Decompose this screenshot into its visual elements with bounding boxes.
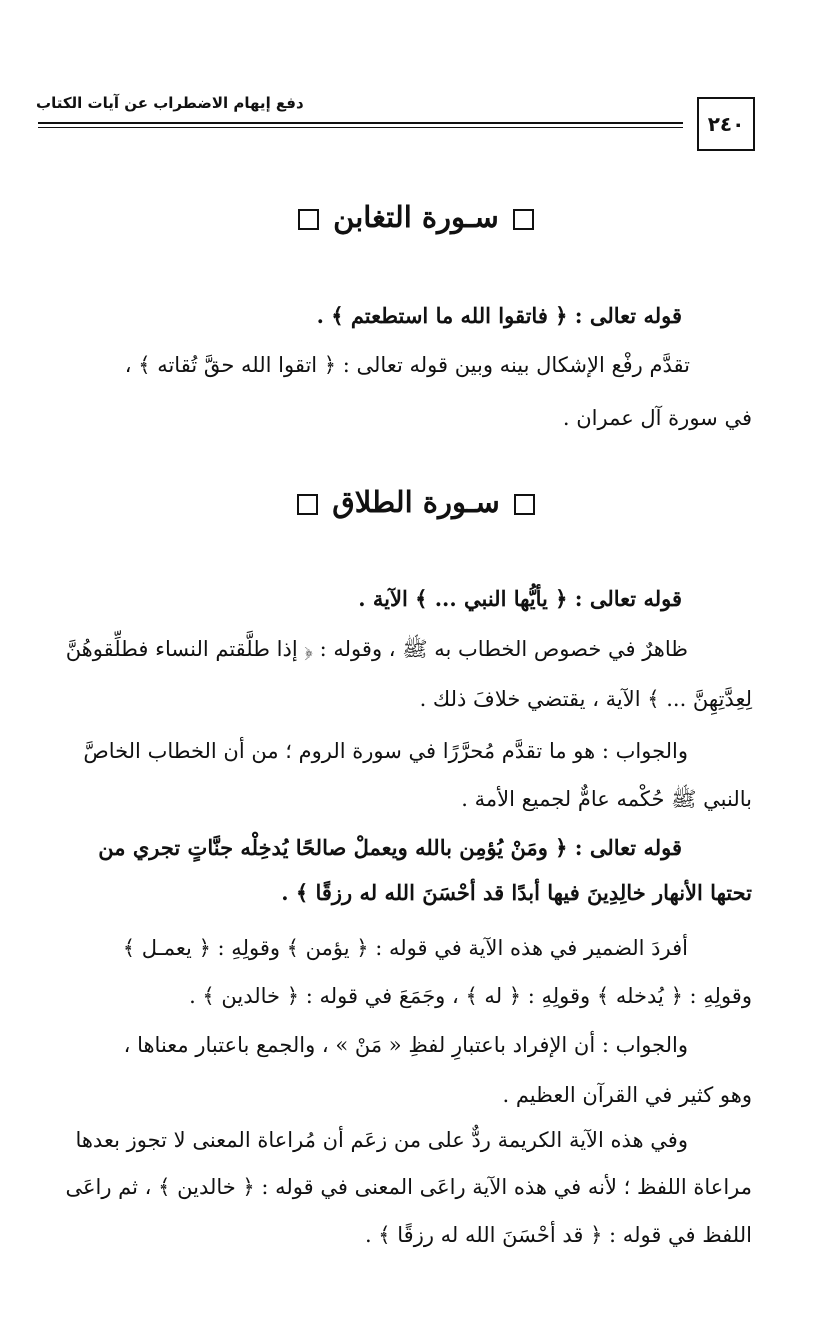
paragraph-line: مراعاة اللفظ ؛ لأنه في هذه الآية راعَى المعنى في قوله : ﴿ خالدين ﴾ ، ثم راعَى bbox=[65, 1175, 752, 1199]
square-ornament-icon bbox=[297, 494, 318, 515]
square-ornament-icon bbox=[298, 209, 319, 230]
paragraph-line: ظاهرٌ في خصوص الخطاب به ﷺ ، وقوله : ﴿ إذا طلَّقتم النساء فطلِّقوهُنَّ bbox=[65, 637, 688, 661]
paragraph-line: بالنبي ﷺ حُكْمه عامٌّ لجميع الأمة . bbox=[461, 787, 752, 811]
paragraph-line: في سورة آل عمران . bbox=[562, 406, 752, 430]
header-rule-thin bbox=[38, 127, 683, 128]
answer-line: والجواب : أن الإفراد باعتبارِ لفظِ « مَنْ » ، والجمع باعتبار معناها ، bbox=[123, 1033, 688, 1057]
paragraph-line: وهو كثير في القرآن العظيم . bbox=[502, 1083, 752, 1107]
section-title: سـورة التغابن bbox=[333, 200, 499, 234]
section-heading-talaq bbox=[0, 485, 832, 519]
verse-line: قوله تعالى : ﴿ يأيُّها النبي ... ﴾ الآية . bbox=[358, 586, 682, 611]
verse-line: قوله تعالى : ﴿ ومَنْ يُؤمِن بالله ويعملْ صالحًا يُدخِلْه جنَّاتٍ تجري من bbox=[98, 835, 682, 860]
square-ornament-icon bbox=[513, 209, 534, 230]
section-title: سـورة الطلاق bbox=[332, 485, 500, 519]
paragraph-line: اللفظ في قوله : ﴿ قد أحْسَنَ الله له رزقًا ﴾ . bbox=[364, 1223, 752, 1247]
header-rule-thick bbox=[38, 122, 683, 124]
paragraph-line: لِعِدَّتِهِنَّ ... ﴾ الآية ، يقتضي خلافَ ذلك . bbox=[419, 687, 752, 711]
verse-line: تحتها الأنهار خالِدِينَ فيها أبدًا قد أحْسَنَ الله له رزقًا ﴾ . bbox=[281, 880, 752, 905]
answer-line: والجواب : هو ما تقدَّم مُحرَّرًا في سورة الروم ؛ من أن الخطاب الخاصَّ bbox=[83, 739, 688, 763]
paragraph-line: وفي هذه الآية الكريمة ردٌّ على من زعَم أن مُراعاة المعنى لا تجوز بعدها bbox=[75, 1128, 688, 1152]
running-header-title: دفع إيهام الاضطراب عن آيات الكتاب bbox=[36, 94, 304, 112]
verse-line: قوله تعالى : ﴿ فاتقوا الله ما استطعتم ﴾ . bbox=[316, 303, 682, 328]
paragraph-line: وقولِهِ : ﴿ يُدخله ﴾ وقولِهِ : ﴿ له ﴾ ، وجَمَعَ في قوله : ﴿ خالدين ﴾ . bbox=[189, 984, 752, 1008]
paragraph-line: تقدَّم رفْع الإشكال بينه وبين قوله تعالى : ﴿ اتقوا الله حقَّ تُقاته ﴾ ، bbox=[124, 353, 690, 377]
page-number: ٢٤٠ bbox=[697, 97, 755, 151]
section-heading-taghabun bbox=[0, 200, 832, 234]
square-ornament-icon bbox=[514, 494, 535, 515]
paragraph-line: أفردَ الضمير في هذه الآية في قوله : ﴿ يؤمن ﴾ وقولِهِ : ﴿ يعمـل ﴾ bbox=[122, 936, 688, 960]
